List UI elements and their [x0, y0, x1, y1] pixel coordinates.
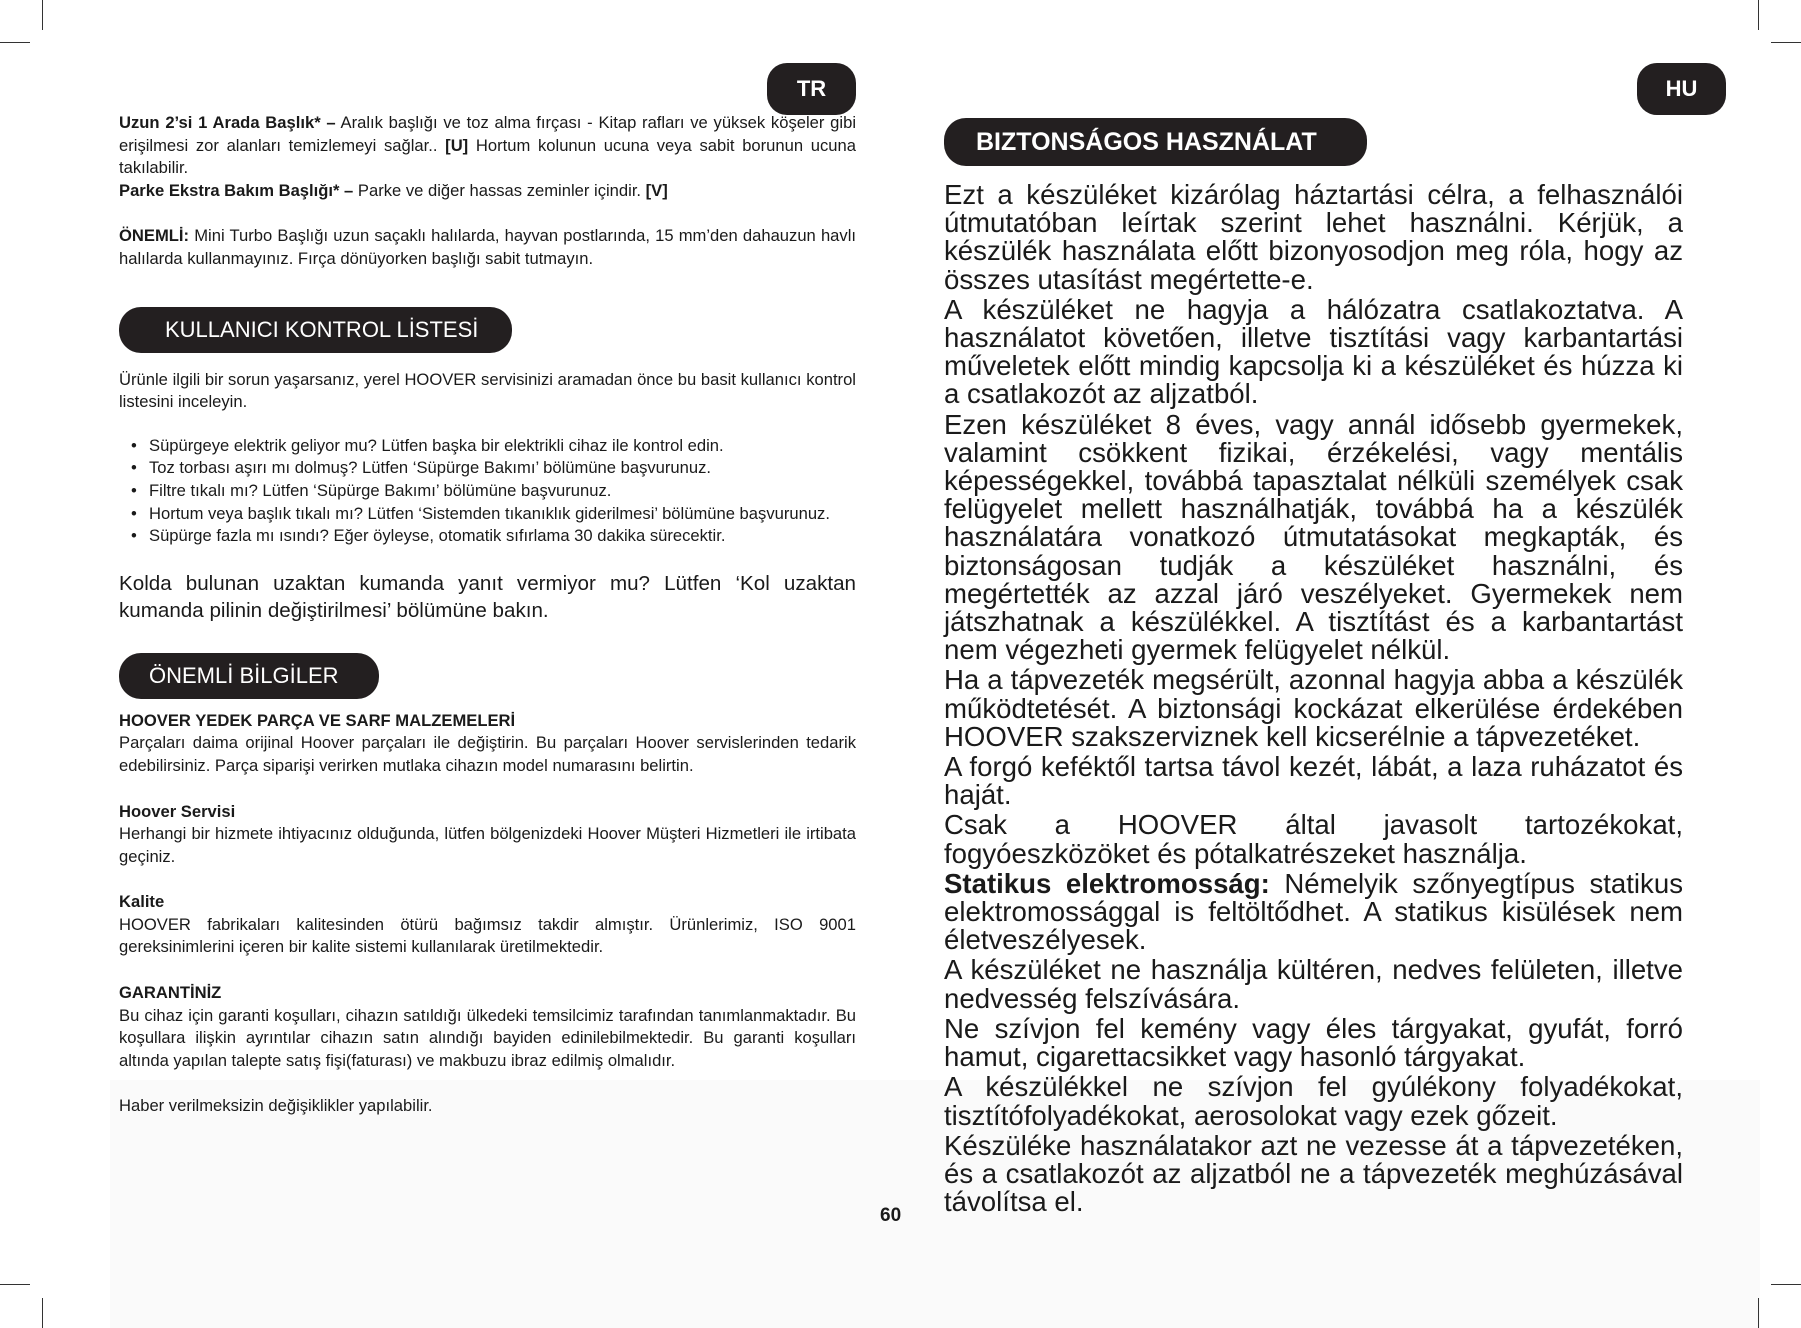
safety-paragraph: Ha a tápvezeték megsérült, azonnal hagyja abba a készülék működtetését. A biztonsági kockázat elkerülése érdekében HOOVER szakszerviznek kell kicserélnie a tápvezetéket.: [944, 664, 1683, 752]
intro-paragraph-1: [119, 112, 856, 202]
intro-title-2: Parke Ekstra Bakım Başlığı* –: [119, 180, 354, 200]
list-item: • Filtre tıkalı mı? Lütfen ‘Süpürge Bakımı’ bölümüne başvurunuz.: [149, 480, 856, 503]
figure-ref: [V]: [645, 180, 668, 200]
checklist-list: [119, 435, 856, 548]
service-section: [119, 801, 856, 869]
change-notice: Haber verilmeksizin değişiklikler yapılabilir.: [119, 1096, 433, 1116]
safety-paragraph: A készülékkel ne szívjon fel gyúlékony folyadékokat, tisztítófolyadékokat, aerosolokat vagy ezek gőzeit.: [944, 1071, 1683, 1131]
list-item: • Süpürge fazla mı ısındı? Eğer öyleyse, otomatik sıfırlama 30 dakika sürecektir.: [149, 525, 856, 548]
parts-text: Parçaları daima orijinal Hoover parçaları ile değiştirin. Bu parçaları Hoover servislerinden tedarik edebilirsiniz. Parça siparişi verirken mutlaka cihazın model numarasını belirtin.: [119, 733, 856, 775]
crop-mark: [1758, 0, 1759, 30]
safety-body: [944, 181, 1683, 1216]
figure-ref: [U]: [445, 135, 469, 155]
important-text: Mini Turbo Başlığı uzun saçaklı halılarda, hayvan postlarında, 15 mm’den dahauzun havlı halılarda kullanmayınız. Fırça dönüyorken başlığı sabit tutmayın.: [119, 226, 856, 268]
crop-mark: [1771, 1284, 1801, 1285]
warranty-title: GARANTİNİZ: [119, 983, 222, 1003]
crop-mark: [1771, 42, 1801, 43]
safety-paragraph: A forgó keféktől tartsa távol kezét, lábát, a laza ruházatot és haját.: [944, 751, 1683, 811]
parts-title: HOOVER YEDEK PARÇA VE SARF MALZEMELERİ: [119, 710, 516, 730]
left-page-content: [119, 112, 856, 1118]
important-label: ÖNEMLİ:: [119, 226, 190, 246]
crop-mark: [42, 1298, 43, 1328]
warranty-section: [119, 982, 856, 1072]
parts-section: [119, 710, 856, 778]
warranty-text: Bu cihaz için garanti koşulları, cihazın satıldığı ülkedeki temsilcimiz tarafından tanımlanmaktadır. Bu koşullara ilişkin ayrıntılar cihazın satın alındığı bayiden edinilebilmektedir. Bu garanti koşulları altında yapılan talepte satış fişi(faturası) ve makbuzu ibraz edilmiş olmalıdır.: [119, 1005, 856, 1070]
safety-heading: BIZTONSÁGOS HASZNÁLAT: [944, 118, 1367, 166]
service-text: Herhangi bir hizmete ihtiyacınız olduğunda, lütfen bölgenizdeki Hoover Müşteri Hizmetleri ile irtibata geçiniz.: [119, 824, 856, 866]
safety-paragraph: Készüléke használatakor azt ne vezesse át a tápvezetéken, és a csatlakozót az aljzatból ne a tápvezeték meghúzásával távolítsa el.: [944, 1129, 1683, 1218]
language-badge-tr: TR: [767, 63, 856, 115]
crop-mark: [42, 0, 43, 30]
important-note: [119, 225, 856, 270]
crop-mark: [0, 42, 30, 43]
quality-text: HOOVER fabrikaları kalitesinden ötürü bağımsız takdir almıştır. Ürünlerimiz, ISO 9001 gereksinimlerini içeren bir kalite sistemi kullanılarak üretilmektedir.: [119, 914, 856, 957]
crop-mark: [1758, 1298, 1759, 1328]
list-item: • Hortum veya başlık tıkalı mı? Lütfen ‘Sistemden tıkanıklık giderilmesi’ bölümüne başvurunuz.: [149, 503, 856, 526]
remote-note: Kolda bulunan uzaktan kumanda yanıt vermiyor mu? Lütfen ‘Kol uzaktan kumanda pilinin değiştirilmesi’ bölümüne bakın.: [119, 571, 856, 622]
safety-paragraph: A készüléket ne használja kültéren, nedves felületen, illetve nedvesség felszívására.: [944, 954, 1683, 1014]
right-page-content: [944, 118, 1683, 1218]
list-item: • Toz torbası aşırı mı dolmuş? Lütfen ‘Süpürge Bakımı’ bölümüne başvurunuz.: [149, 457, 856, 480]
safety-paragraph: A készüléket ne hagyja a hálózatra csatlakoztatva. A használatot követően, illetve tisztítási vagy karbantartási műveletek előtt mindig kapcsolja ki a készüléket és húzza ki a csatlakozót az aljzatból.: [944, 293, 1683, 410]
intro-title-1: Uzun 2’si 1 Arada Başlık* –: [119, 113, 336, 132]
checklist-heading: KULLANICI KONTROL LİSTESİ: [119, 307, 512, 353]
static-paragraph: [944, 867, 1683, 956]
intro-text: Parke ve diğer hassas zeminler içindir.: [353, 180, 646, 200]
intro-text: Hortum kolunun ucuna veya sabit borunun ucuna takılabilir.: [119, 135, 856, 178]
safety-paragraph: Csak a HOOVER által javasolt tartozékokat, fogyóeszközöket és pótalkatrészeket használja.: [944, 809, 1683, 869]
crop-mark: [0, 1284, 30, 1285]
static-text: Némelyik szőnyegtípus statikus elektromossággal is feltöltődhet. A statikus kisülések nem életveszélyesek.: [944, 867, 1683, 956]
service-title: Hoover Servisi: [119, 801, 236, 821]
checklist-intro: Ürünle ilgili bir sorun yaşarsanız, yerel HOOVER servisinizi aramadan önce bu basit kullanıcı kontrol listesini inceleyin.: [119, 369, 856, 412]
safety-paragraph: Ezt a készüléket kizárólag háztartási célra, a felhasználói útmutatóban leírtak szerint lehet használni. Kérjük, a készülék használata előtt bizonyosodjon meg róla, hogy az összes utasítást megértette-e.: [944, 179, 1683, 295]
page-number: 60: [880, 1205, 902, 1226]
info-heading: ÖNEMLİ BİLGİLER: [119, 653, 379, 699]
language-badge-hu: HU: [1637, 63, 1726, 115]
quality-section: [119, 891, 856, 959]
quality-title: Kalite: [119, 892, 165, 912]
safety-paragraph: Ne szívjon fel kemény vagy éles tárgyakat, gyufát, forró hamut, cigarettacsikket vagy hasonló tárgyakat.: [944, 1012, 1683, 1073]
static-label: Statikus elektromosság:: [944, 867, 1270, 899]
safety-paragraph: Ezen készüléket 8 éves, vagy annál idősebb gyermekek, valamint csökkent fizikai, érzékelési, vagy mentális képességekkel, továbbá tapasztalat nélküli személyek csak felügyelet mellett használhatják, továbbá ha a készülék használatára vonatkozó útmutatásokat megkapták, és biztonságosan tudják a készüléket használni, és megértették az azzal járó veszélyeket. Gyermekek nem játszhatnak a készülékkel. A tisztítást és a karbantartást nem végezheti gyermek felügyelet nélkül.: [944, 408, 1683, 666]
intro-text: Aralık başlığı ve toz alma fırçası - Kitap rafları ve yüksek köşeler gibi erişilmesi zor alanları temizlemeyi sağlar..: [119, 113, 857, 155]
list-item: • Süpürgeye elektrik geliyor mu? Lütfen başka bir elektrikli cihaz ile kontrol edin.: [149, 435, 856, 458]
